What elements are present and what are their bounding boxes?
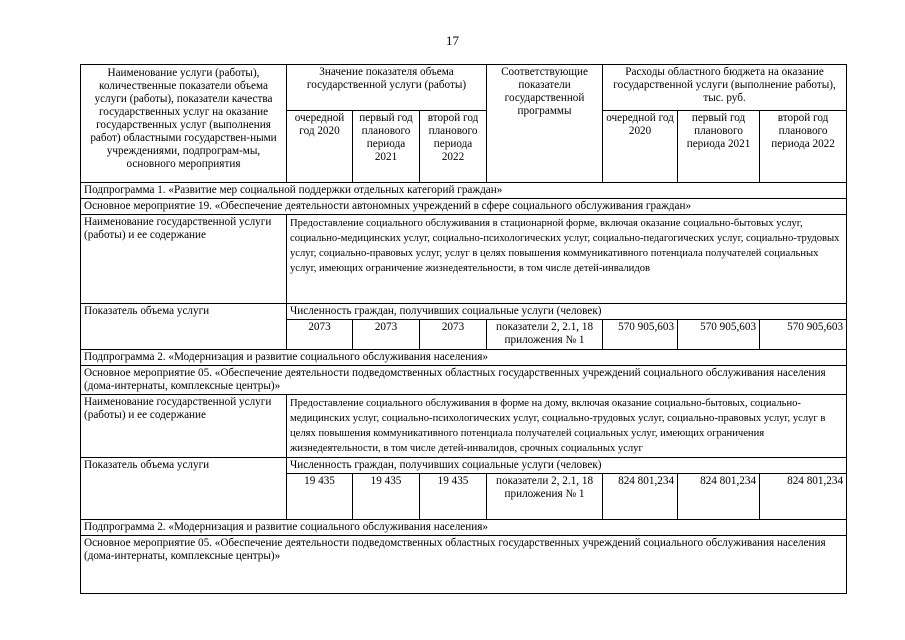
header-name-col: Наименование услуги (работы), количественные показатели объема услуги (работы), показатели качества государственных услуг на оказание государственных услуг (выполнения работ) областными государствен-ными учреждениями, подпрограм-мы, основного мероприятия (81, 65, 287, 183)
header-expenses-group: Расходы областного бюджета на оказание государственной услуги (выполнение работы), тыс. руб. (603, 65, 847, 111)
subprogram-row (81, 520, 847, 536)
subprogram-title: Подпрограмма 2. «Модернизация и развитие социального обслуживания населения» (81, 350, 847, 366)
subprogram-title: Подпрограмма 1. «Развитие мер социальной поддержки отдельных категорий граждан» (81, 183, 847, 199)
header-row-1 (81, 65, 847, 111)
expense-2021: 824 801,234 (678, 474, 760, 520)
subprogram-title: Подпрограмма 2. «Модернизация и развитие социального обслуживания населения» (81, 520, 847, 536)
header-programs-col: Соответствующие показатели государственной программы (487, 65, 603, 183)
value-2022: 2073 (420, 320, 487, 350)
value-2020: 2073 (287, 320, 353, 350)
expense-2020: 570 905,603 (603, 320, 678, 350)
volume-label: Показатель объема услуги (81, 458, 287, 520)
service-description: Предоставление социального обслуживания в стационарной форме, включая оказание социально-бытовых услуг, социально-медицинских услуг, социально-психологических услуг, социально-педагогических услуг, социально-трудовых услуг, социально-правовых услуг, услуг в целях повышения коммуникативного потенциала получателей социальных услуг, имеющих ограничение жизнедеятельности, в том числе детей-инвалидов (287, 215, 847, 304)
volume-name: Численность граждан, получивших социальные услуги (человек) (287, 304, 847, 320)
measure-row (81, 536, 847, 594)
measure-title: Основное мероприятие 19. «Обеспечение деятельности автономных учреждений в сфере социального обслуживания граждан» (81, 199, 847, 215)
service-row (81, 395, 847, 458)
volume-name: Численность граждан, получивших социальные услуги (человек) (287, 458, 847, 474)
measure-row (81, 366, 847, 395)
volume-row (81, 458, 847, 474)
measure-row (81, 199, 847, 215)
header-year-2021: первый год планового периода 2021 (353, 111, 420, 183)
expense-2022: 570 905,603 (760, 320, 847, 350)
volume-label: Показатель объема услуги (81, 304, 287, 350)
expense-2021: 570 905,603 (678, 320, 760, 350)
page-number: 17 (446, 33, 459, 48)
expense-2022: 824 801,234 (760, 474, 847, 520)
budget-table (80, 64, 847, 594)
volume-row (81, 304, 847, 320)
measure-title: Основное мероприятие 05. «Обеспечение деятельности подведомственных областных государственных учреждений социального обслуживания населения (дома-интернаты, комплексные центры)» (81, 536, 847, 594)
header-exp-year-2021: первый год планового периода 2021 (678, 111, 760, 183)
service-label: Наименование государственной услуги (работы) и ее содержание (81, 215, 287, 304)
service-row (81, 215, 847, 304)
header-exp-year-2022: второй год планового периода 2022 (760, 111, 847, 183)
value-2021: 2073 (353, 320, 420, 350)
program-ref: показатели 2, 2.1, 18 приложения № 1 (487, 474, 603, 520)
header-year-2022: второй год планового периода 2022 (420, 111, 487, 183)
service-description: Предоставление социального обслуживания в форме на дому, включая оказание социально-бытовых, социально-медицинских услуг, социально-психологических услуг, социально-трудовых услуг, социально-правовых услуг, услуг в целях повышения коммуникативного потенциала получателей социальных услуг, имеющих ограничения жизнедеятельности, в том числе детей-инвалидов, срочных социальных услуг (287, 395, 847, 458)
header-exp-year-2020: очередной год 2020 (603, 111, 678, 183)
value-2020: 19 435 (287, 474, 353, 520)
header-year-2020: очередной год 2020 (287, 111, 353, 183)
header-indicator-group: Значение показателя объема государственной услуги (работы) (287, 65, 487, 111)
measure-title: Основное мероприятие 05. «Обеспечение деятельности подведомственных областных государственных учреждений социального обслуживания населения (дома-интернаты, комплексные центры)» (81, 366, 847, 395)
subprogram-row (81, 183, 847, 199)
expense-2020: 824 801,234 (603, 474, 678, 520)
service-label: Наименование государственной услуги (работы) и ее содержание (81, 395, 287, 458)
value-2022: 19 435 (420, 474, 487, 520)
value-2021: 19 435 (353, 474, 420, 520)
program-ref: показатели 2, 2.1, 18 приложения № 1 (487, 320, 603, 350)
subprogram-row (81, 350, 847, 366)
